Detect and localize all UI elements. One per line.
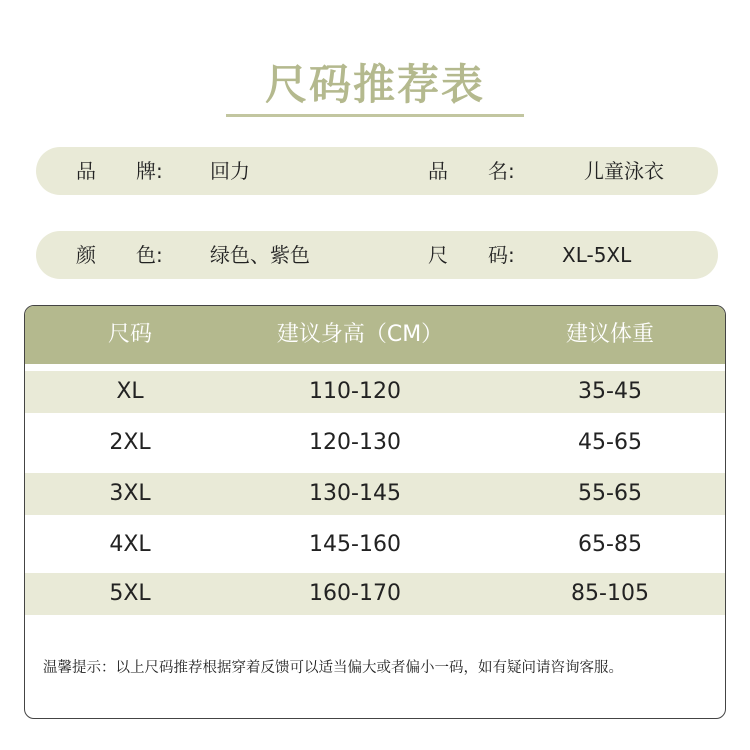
size-label: 尺 码: (428, 243, 515, 267)
color-label: 颜 色: (76, 243, 163, 267)
table-row (25, 524, 725, 566)
cell-height: 160-170 (309, 581, 401, 606)
cell-weight: 55-65 (578, 481, 642, 506)
tip-note: 温馨提示：以上尺码推荐根据穿着反馈可以适当偏大或者偏小一码，如有疑问请咨询客服。 (43, 660, 623, 676)
table-row (25, 371, 725, 413)
cell-height: 110-120 (309, 379, 401, 404)
cell-size: XL (116, 379, 144, 404)
cell-weight: 45-65 (578, 430, 642, 455)
cell-height: 145-160 (309, 532, 401, 557)
page-title: 尺码推荐表 (264, 60, 485, 109)
product-name-label: 品 名: (428, 159, 515, 183)
brand-label: 品 牌: (76, 159, 163, 183)
cell-weight: 35-45 (578, 379, 642, 404)
table-row (25, 422, 725, 464)
cell-weight: 65-85 (578, 532, 642, 557)
size-table (24, 305, 726, 719)
product-name-value: 儿童泳衣 (584, 159, 664, 183)
cell-size: 5XL (109, 581, 151, 606)
header-size: 尺码 (107, 322, 152, 347)
size-value: XL-5XL (562, 243, 632, 267)
header-weight: 建议体重 (565, 322, 654, 347)
table-row (25, 573, 725, 615)
cell-weight: 85-105 (571, 581, 649, 606)
cell-height: 120-130 (309, 430, 401, 455)
info-bar-brand-name (36, 147, 718, 195)
cell-size: 2XL (109, 430, 151, 455)
brand-value: 回力 (210, 159, 250, 183)
info-bar-color-size (36, 231, 718, 279)
table-row (25, 473, 725, 515)
cell-size: 4XL (109, 532, 151, 557)
header-height: 建议身高（CM） (276, 322, 444, 347)
table-header (25, 306, 725, 364)
color-value: 绿色、紫色 (210, 243, 310, 267)
title-underline (226, 114, 524, 117)
cell-size: 3XL (109, 481, 151, 506)
cell-height: 130-145 (309, 481, 401, 506)
